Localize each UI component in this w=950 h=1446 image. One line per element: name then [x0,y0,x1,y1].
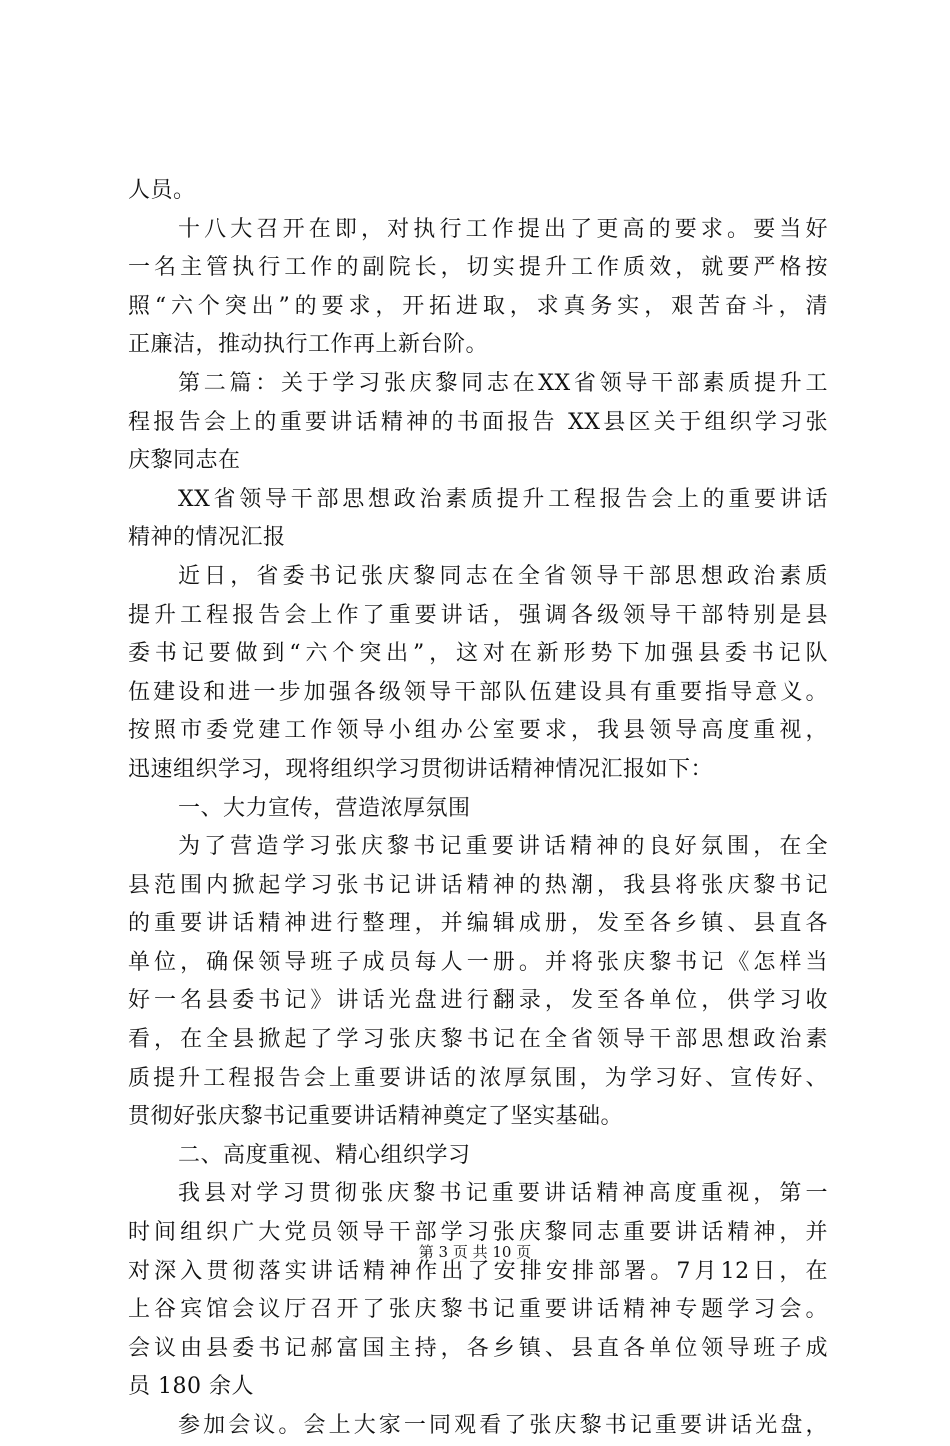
text-line: 贯彻好张庆黎书记重要讲话精神奠定了坚实基础。 [128,1104,624,1130]
text-line: 近日，省委书记张庆黎同志在全省领导干部思想政治素质 [178,563,828,589]
text-line: 的重要讲话精神进行整理，并编辑成册，发至各乡镇、县直各 [128,911,828,937]
text-line: 会议由县委书记郝富国主持，各乡镇、县直各单位领导班子成 [128,1335,828,1361]
text-line: 按照市委党建工作领导小组办公室要求，我县领导高度重视， [128,718,828,744]
text-line: 迅速组织学习，现将组织学习贯彻讲话精神情况汇报如下： [128,756,714,782]
text-line: 单位，确保领导班子成员每人一册。并将张庆黎书记《怎样当 [128,949,828,975]
text-line: 时间组织广大党员领导干部学习张庆黎同志重要讲话精神，并 [128,1220,828,1246]
text-line: 一名主管执行工作的副院长，切实提升工作质效，就要严格按 [128,255,828,281]
text-line: 第二篇：关于学习张庆黎同志在XX省领导干部素质提升工 [178,370,828,396]
text-line: 人员。 [128,178,196,203]
text-line: 委书记要做到“六个突出”，这对在新形势下加强县委书记队 [128,641,828,667]
text-line: 十八大召开在即，对执行工作提出了更高的要求。要当好 [178,216,828,242]
page-footer: 第 3 页 共 10 页 [418,1243,532,1261]
text-line: 质提升工程报告会上重要讲话的浓厚氛围，为学习好、宣传好、 [128,1065,828,1091]
text-line: 我县对学习贯彻张庆黎书记重要讲话精神高度重视，第一 [178,1181,828,1207]
text-line: 照“六个突出”的要求，开拓进取，求真务实，艰苦奋斗，清 [128,293,828,319]
text-line: 程报告会上的重要讲话精神的书面报告 XX县区关于组织学习张 [128,409,828,435]
text-line: 伍建设和进一步加强各级领导干部队伍建设具有重要指导意义。 [128,679,828,705]
text-line: 庆黎同志在 [128,448,241,474]
text-line: 看，在全县掀起了学习张庆黎书记在全省领导干部思想政治素 [128,1027,828,1053]
text-line: 正廉洁，推动执行工作再上新台阶。 [128,332,489,358]
text-line: 提升工程报告会上作了重要讲话，强调各级领导干部特别是县 [128,602,828,628]
text-line: 一、大力宣传，营造浓厚氛围 [178,795,471,821]
text-line: 上谷宾馆会议厅召开了张庆黎书记重要讲话精神专题学习会。 [128,1297,828,1323]
text-line: 对深入贯彻落实讲话精神作出了安排安排部署。7月12日，在 [128,1258,828,1284]
text-line: 二、高度重视、精心组织学习 [178,1142,471,1168]
text-line: XX省领导干部思想政治素质提升工程报告会上的重要讲话 [178,486,828,512]
text-line: 参加会议。会上大家一同观看了张庆黎书记重要讲话光盘， [178,1413,828,1438]
text-line: 为了营造学习张庆黎书记重要讲话精神的良好氛围，在全 [178,834,828,860]
text-line: 好一名县委书记》讲话光盘进行翻录，发至各单位，供学习收 [128,988,828,1014]
text-line: 县范围内掀起学习张书记讲话精神的热潮，我县将张庆黎书记 [128,872,828,898]
text-line: 精神的情况汇报 [128,525,286,551]
text-line: 员 180 余人 [128,1374,254,1400]
